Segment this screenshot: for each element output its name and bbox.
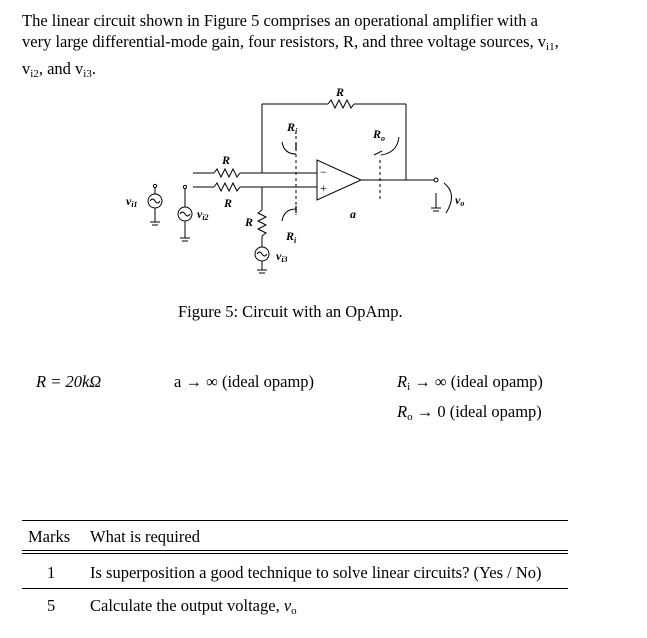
intro-line-3: $v_{i2}$, and $v_{i3}$.	[22, 59, 96, 80]
resistor-r-vertical	[258, 210, 266, 236]
label-vi3: vi3	[276, 249, 288, 264]
opamp-minus-sign: −	[320, 165, 327, 179]
label-ro: $R_o$	[373, 127, 386, 143]
table-top-rule	[22, 520, 568, 521]
label-vo: vo	[455, 193, 465, 208]
label-vi2: vi2	[197, 207, 209, 222]
param-ri: $R_i$ → ∞ (ideal opamp)	[397, 372, 543, 393]
label-r-mid1: R	[222, 153, 231, 167]
figure-caption: Figure 5: Circuit with an OpAmp.	[178, 302, 403, 321]
label-r-vertical: R	[245, 215, 254, 229]
label-ri-bottom: $R_i$	[286, 229, 297, 245]
table-row-1-rule	[22, 588, 568, 589]
param-ro: $R_o \to 0$ (ideal opamp)	[397, 402, 542, 423]
label-vi1: vi1	[126, 194, 138, 209]
table-header-rule-1	[22, 550, 568, 551]
ri-top-arrow	[282, 142, 296, 154]
label-gain-a: a	[350, 207, 356, 221]
opamp-circuit-diagram	[0, 0, 647, 300]
ri-bottom-arrow	[282, 209, 296, 221]
param-gain: a → ∞ (ideal opamp)	[174, 372, 315, 391]
opamp-plus-sign: +	[320, 181, 327, 195]
table-row-2-marks: 5	[47, 596, 56, 615]
intro-line-2: very large differential-mode gain, four resistors, R, and three voltage sources, $v_{i1}$,	[22, 32, 559, 53]
resistor-r-in-1	[214, 169, 240, 177]
label-r-top: R	[336, 85, 345, 99]
resistor-r-feedback	[328, 100, 354, 108]
table-header-required: What is required	[90, 527, 200, 546]
table-row-1-marks: 1	[47, 563, 56, 582]
table-header-marks: Marks	[28, 527, 71, 546]
intro-line-1: The linear circuit shown in Figure 5 comprises an operational amplifier with a	[22, 11, 538, 30]
resistor-r-in-2	[214, 183, 240, 191]
vo-arrow	[444, 183, 452, 213]
param-r-value: R = 20kΩ	[36, 372, 102, 391]
table-header-rule-2	[22, 553, 568, 554]
table-row-2-text: Calculate the output voltage, $v_o$	[90, 596, 297, 617]
output-terminal	[434, 178, 438, 182]
table-row-1-text: Is superposition a good technique to solve linear circuits? (Yes / No)	[90, 563, 542, 582]
label-r-mid2: R	[224, 196, 233, 210]
label-ri-top: $R_i$	[287, 120, 298, 136]
